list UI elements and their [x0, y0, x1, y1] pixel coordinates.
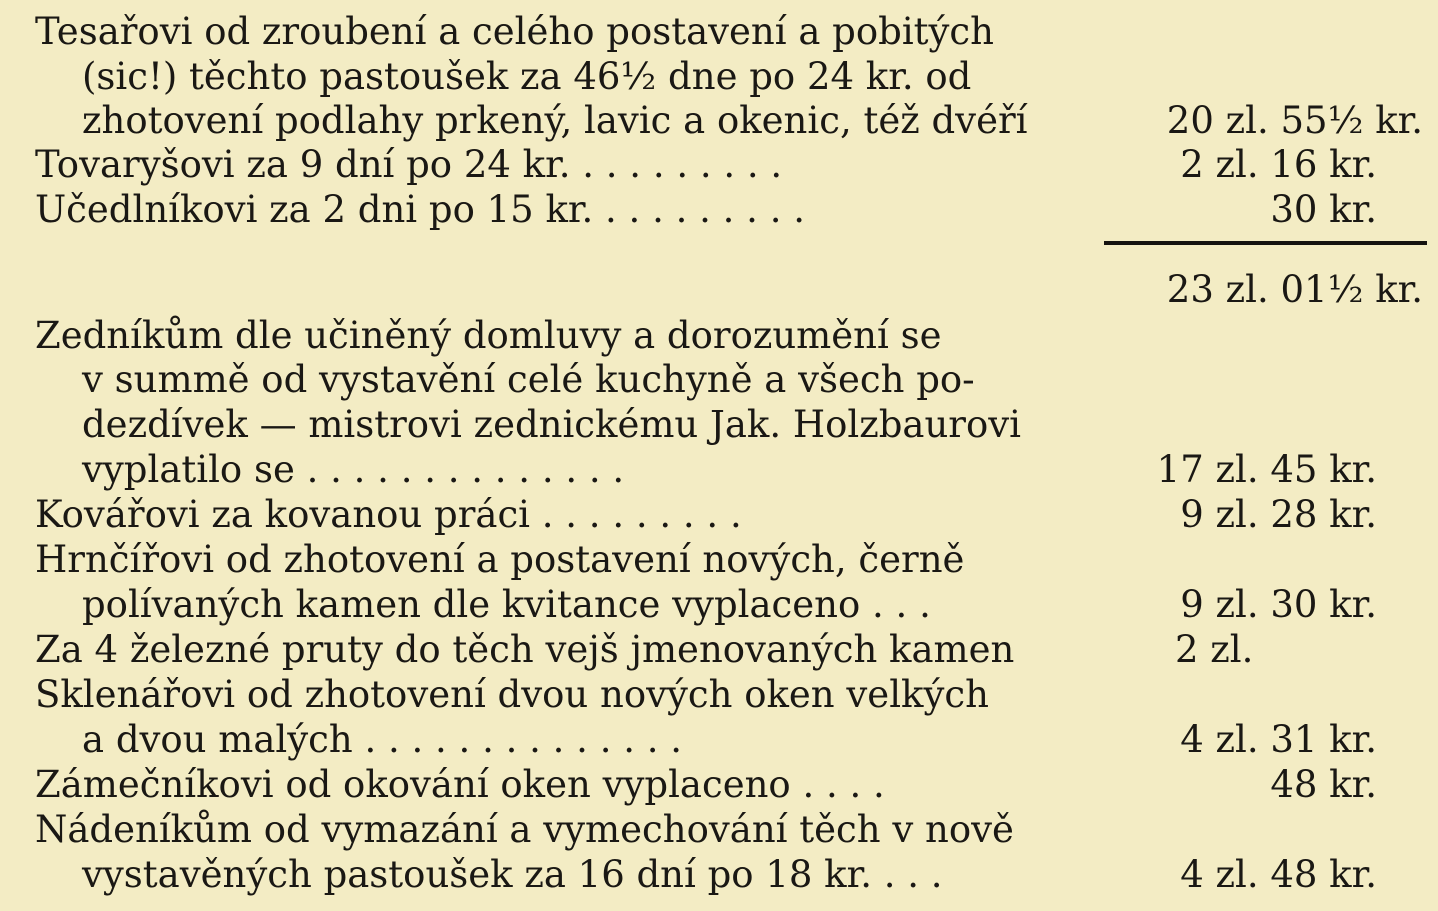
ledger-line: [0, 808, 1438, 852]
line-amount: 9 zl. 28 kr.: [1180, 493, 1377, 536]
ledger-line: [0, 314, 1438, 358]
line-text: Kovářovi za kovanou práci . . . . . . . . .: [35, 493, 742, 536]
ledger-line: [0, 673, 1438, 717]
line-text: polívaných kamen dle kvitance vyplaceno . . .: [82, 583, 931, 626]
ledger-line: [0, 628, 1438, 672]
line-text: vystavěných pastoušek za 16 dní po 18 kr. . . .: [82, 853, 943, 896]
line-amount: 2 zl.: [1175, 628, 1254, 671]
line-text: Zámečníkovi od okování oken vyplaceno . . . .: [35, 763, 885, 806]
subtotal-line: [0, 268, 1438, 312]
ledger-line: [0, 493, 1438, 537]
ledger-line: [0, 853, 1438, 897]
line-text: Za 4 železné pruty do těch vejš jmenovaných kamen: [35, 628, 1015, 671]
line-amount: 48 kr.: [1270, 763, 1377, 806]
ledger-line: [0, 358, 1438, 402]
line-text: (sic!) těchto pastoušek za 46½ dne po 24 kr. od: [82, 55, 972, 98]
line-amount: 17 zl. 45 kr.: [1156, 448, 1377, 491]
ledger-line: [0, 583, 1438, 627]
line-text: Tesařovi od zroubení a celého postavení a pobitých: [35, 10, 994, 53]
line-amount: 4 zl. 31 kr.: [1180, 718, 1377, 761]
line-text: Tovaryšovi za 9 dní po 24 kr. . . . . . . . . .: [35, 143, 783, 186]
line-amount: 9 zl. 30 kr.: [1180, 583, 1377, 626]
subtotal-amount: 23 zl. 01½ kr.: [1166, 268, 1423, 311]
ledger-line: [0, 99, 1438, 143]
line-text: Nádeníkům od vymazání a vymechování těch v nově: [35, 808, 1014, 851]
ledger-line: [0, 143, 1438, 187]
line-amount: 4 zl. 48 kr.: [1180, 853, 1377, 896]
line-text: Sklenářovi od zhotovení dvou nových oken velkých: [35, 673, 989, 716]
ledger-line: [0, 763, 1438, 807]
line-text: Učedlníkovi za 2 dni po 15 kr. . . . . . . . . .: [35, 188, 805, 231]
line-amount: 20 zl. 55½ kr.: [1166, 99, 1423, 142]
line-amount: 30 kr.: [1270, 188, 1377, 231]
line-text: Hrnčířovi od zhotovení a postavení nových, černě: [35, 538, 965, 581]
ledger-line: [0, 448, 1438, 492]
ledger-line: [0, 55, 1438, 99]
line-text: Zedníkům dle učiněný domluvy a dorozumění se: [35, 314, 942, 357]
line-text: a dvou malých . . . . . . . . . . . . . .: [82, 718, 683, 761]
ledger-line: [0, 188, 1438, 232]
ledger-line: [0, 403, 1438, 447]
ledger-line: [0, 10, 1438, 54]
line-text: zhotovení podlahy prkený, lavic a okenic, též dvéří: [82, 99, 1028, 142]
ledger-line: [0, 718, 1438, 762]
line-amount: 2 zl. 16 kr.: [1180, 143, 1377, 186]
line-text: v summě od vystavění celé kuchyně a všech po-: [82, 358, 975, 401]
ledger-line: [0, 538, 1438, 582]
subtotal-rule: [1104, 241, 1427, 245]
line-text: vyplatilo se . . . . . . . . . . . . . .: [82, 448, 625, 491]
line-text: dezdívek — mistrovi zednickému Jak. Holzbaurovi: [82, 403, 1022, 446]
